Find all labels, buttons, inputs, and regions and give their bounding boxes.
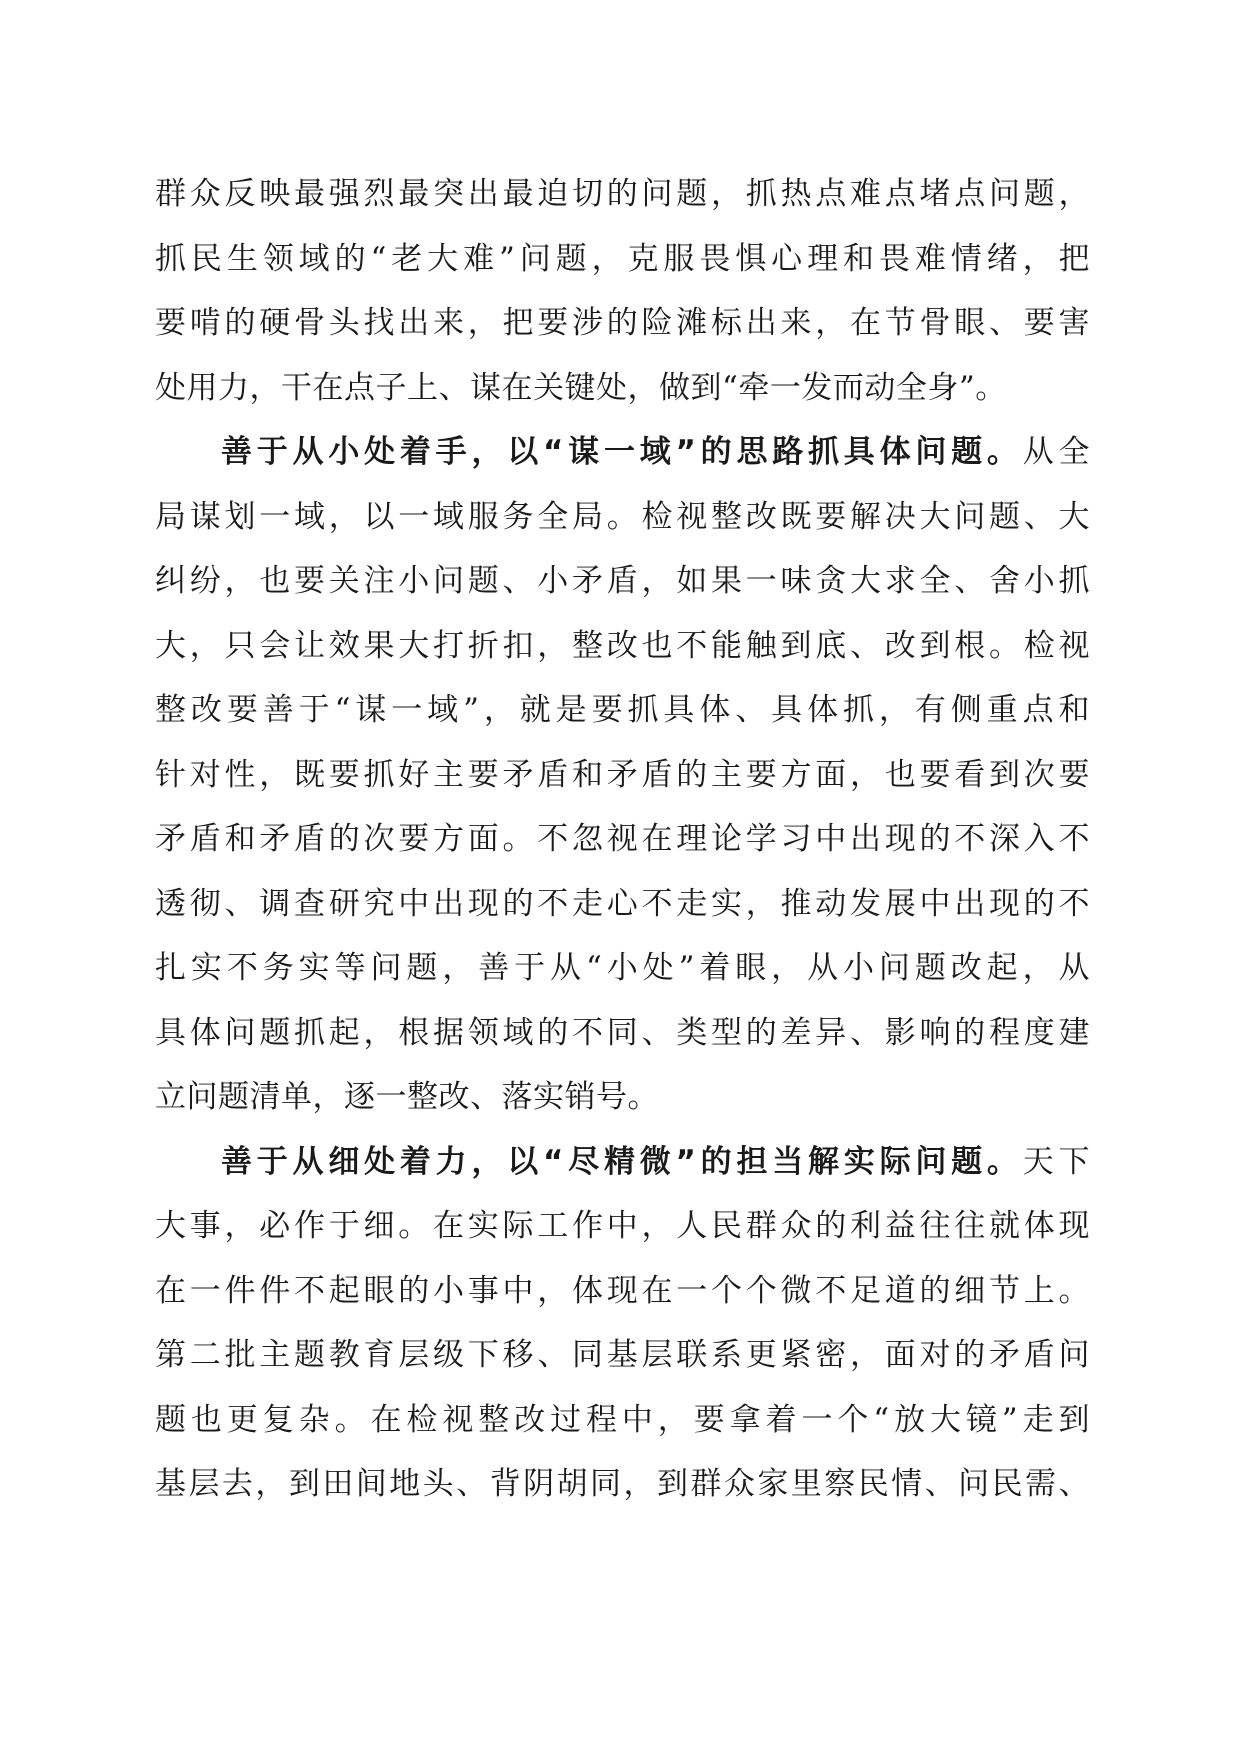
text-line: 透彻、调查研究中出现的不走心不走实，推动发展中出现的不 [155,885,1090,922]
document-body [155,162,1090,1517]
paragraph-heading: 善于从小处着手，以“谋一域”的思路抓具体问题。 [221,434,1023,470]
text-line: 题也更复杂。在检视整改过程中，要拿着一个“放大镜”走到 [155,1401,1090,1438]
text-line: 大事，必作于细。在实际工作中，人民群众的利益往往就体现 [155,1208,1090,1244]
text-line: 在一件件不起眼的小事中，体现在一个个微不足道的细节上。 [155,1272,1090,1309]
text-line: 扎实不务实等问题，善于从“小处”着眼，从小问题改起，从 [155,950,1090,986]
text-line: 处用力，干在点子上、谋在关键处，做到“牵一发而动全身”。 [155,369,1007,406]
paragraph-3 [155,1130,1090,1517]
text-line: 基层去，到田间地头、背阴胡同，到群众家里察民情、问民需、 [155,1466,1090,1502]
paragraph-heading: 善于从细处着力，以“尽精微”的担当解实际问题。 [221,1143,1023,1180]
text-line: 针对性，既要抓好主要矛盾和矛盾的主要方面，也要看到次要 [155,756,1090,793]
text-line: 具体问题抓起，根据领域的不同、类型的差异、影响的程度建 [155,1014,1090,1051]
paragraph-2 [155,420,1090,1130]
paragraph-first-line [155,1130,1090,1195]
text-line: 大，只会让效果大打折扣，整改也不能触到底、改到根。检视 [155,627,1090,664]
text-line: 纠纷，也要关注小问题、小矛盾，如果一味贪大求全、舍小抓 [155,563,1090,599]
paragraph-first-line [155,420,1090,485]
paragraph-1 [155,162,1090,420]
text-line: 矛盾和矛盾的次要方面。不忽视在理论学习中出现的不深入不 [155,821,1090,857]
text-line: 群众反映最强烈最突出最迫切的问题，抓热点难点堵点问题， [155,176,1090,212]
text-line: 抓民生领域的“老大难”问题，克服畏惧心理和畏难情绪，把 [155,240,1090,277]
text-line: 局谋划一域，以一域服务全局。检视整改既要解决大问题、大 [155,498,1090,535]
text-fragment: 天下 [1022,1143,1090,1180]
text-line: 要啃的硬骨头找出来，把要涉的险滩标出来，在节骨眼、要害 [155,305,1090,341]
text-line: 立问题清单，逐一整改、落实销号。 [155,1079,659,1115]
text-fragment: 从全 [1022,434,1090,470]
text-line: 整改要善于“谋一域”，就是要抓具体、具体抓，有侧重点和 [155,692,1090,728]
text-line: 第二批主题教育层级下移、同基层联系更紧密，面对的矛盾问 [155,1337,1090,1373]
